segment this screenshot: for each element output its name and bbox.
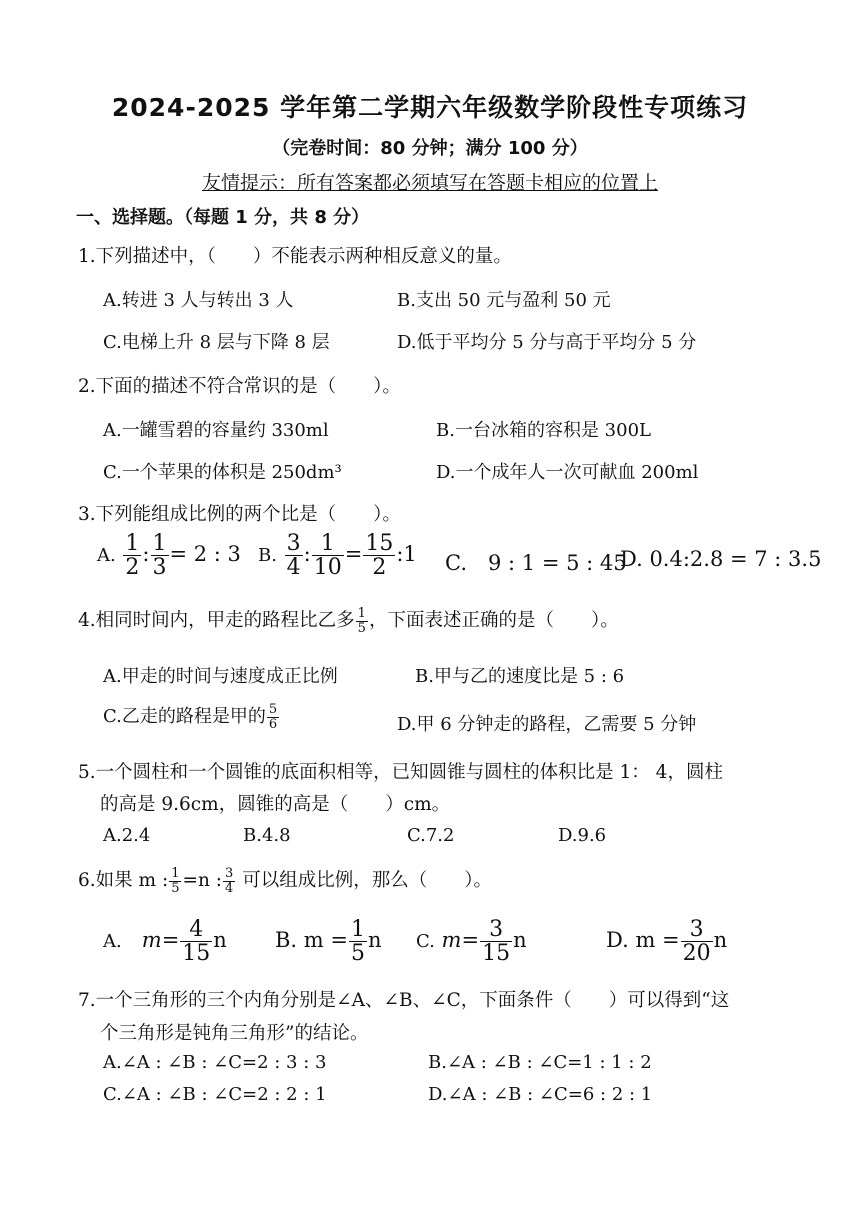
question-4-option-c: C.乙走的路程是甲的 $\frac{5}{6}$ <box>103 701 278 732</box>
question-3-option-d: D. 0.4:2.8 = 7 : 3.5 <box>620 547 822 571</box>
question-3-option-b: B. $\frac{3}{4}$ : $\frac{1}{10}$ = $\frac{15}{2}$ :1 <box>258 531 417 581</box>
question-3-option-a: A. $\frac{1}{2}$ : $\frac{1}{3}$ = 2 : 3 <box>97 531 241 581</box>
question-2-option-b: B.一台冰箱的容积是 300L <box>436 420 651 441</box>
question-5-option-d: D.9.6 <box>558 825 607 846</box>
question-5-option-b: B.4.8 <box>243 825 291 846</box>
question-4-stem: 4.相同时间内，甲走的路程比乙多 $\frac{1}{5}$ ，下面表述正确的是（ ）。 <box>78 605 619 636</box>
question-2-stem: 2.下面的描述不符合常识的是（ ）。 <box>78 376 401 397</box>
question-7-option-c: C.∠A : ∠B : ∠C=2 : 2 : 1 <box>103 1084 327 1105</box>
question-4-option-a: A.甲走的时间与速度成正比例 <box>103 666 338 687</box>
question-5-stem-line-1: 5.一个圆柱和一个圆锥的底面积相等，已知圆锥与圆柱的体积比是 1： 4，圆柱 <box>78 762 723 783</box>
question-3-stem: 3.下列能组成比例的两个比是（ ）。 <box>78 504 401 525</box>
question-7-option-b: B.∠A : ∠B : ∠C=1 : 1 : 2 <box>428 1052 652 1073</box>
question-2-option-c: C.一个苹果的体积是 250dm³ <box>103 462 342 483</box>
question-4-option-b: B.甲与乙的速度比是 5 : 6 <box>415 666 625 687</box>
question-3-option-c: C. 9 : 1 = 5 : 45 <box>445 551 627 575</box>
question-5-option-c: C.7.2 <box>407 825 455 846</box>
question-6-option-d: D. m = $\frac{3}{20}$ n <box>606 917 728 967</box>
question-6-stem: 6.如果 m : $\frac{1}{5}$ =n : $\frac{3}{4}$ 可以组成比例，那么（ ）。 <box>78 865 492 896</box>
question-1-option-b: B.支出 50 元与盈利 50 元 <box>397 290 611 311</box>
exam-info: （完卷时间：80 分钟；满分 100 分） <box>272 138 588 159</box>
question-4-option-d: D.甲 6 分钟走的路程，乙需要 5 分钟 <box>397 714 697 735</box>
section-heading: 一、选择题。（每题 1 分，共 8 分） <box>76 207 370 228</box>
question-1-option-c: C.电梯上升 8 层与下降 8 层 <box>103 332 330 353</box>
question-7-option-a: A.∠A : ∠B : ∠C=2 : 3 : 3 <box>103 1052 327 1073</box>
question-5-stem-line-2: 的高是 9.6cm，圆锥的高是（ ）cm。 <box>100 794 451 815</box>
question-6-option-c: C. m= $\frac{3}{15}$ n <box>416 917 527 967</box>
question-2-option-a: A.一罐雪碧的容量约 330ml <box>103 420 329 441</box>
friendly-hint: 友情提示：所有答案都必须填写在答题卡相应的位置上 <box>201 172 658 194</box>
question-7-stem-line-1: 7.一个三角形的三个内角分别是∠A、∠B、∠C，下面条件（ ）可以得到“这 <box>78 990 730 1011</box>
question-6-option-b: B. m = $\frac{1}{5}$ n <box>275 917 382 967</box>
question-1-option-d: D.低于平均分 5 分与高于平均分 5 分 <box>397 332 697 353</box>
page-title: 2024-2025 学年第二学期六年级数学阶段性专项练习 <box>111 93 749 122</box>
question-2-option-d: D.一个成年人一次可献血 200ml <box>436 462 699 483</box>
question-1-option-a: A.转进 3 人与转出 3 人 <box>103 290 294 311</box>
question-7-stem-line-2: 个三角形是钝角三角形”的结论。 <box>100 1023 369 1044</box>
question-7-option-d: D.∠A : ∠B : ∠C=6 : 2 : 1 <box>428 1084 653 1105</box>
question-6-option-a: A. m= $\frac{4}{15}$ n <box>103 917 227 967</box>
question-1-stem: 1.下列描述中，（ ）不能表示两种相反意义的量。 <box>78 246 512 267</box>
question-5-option-a: A.2.4 <box>103 825 151 846</box>
